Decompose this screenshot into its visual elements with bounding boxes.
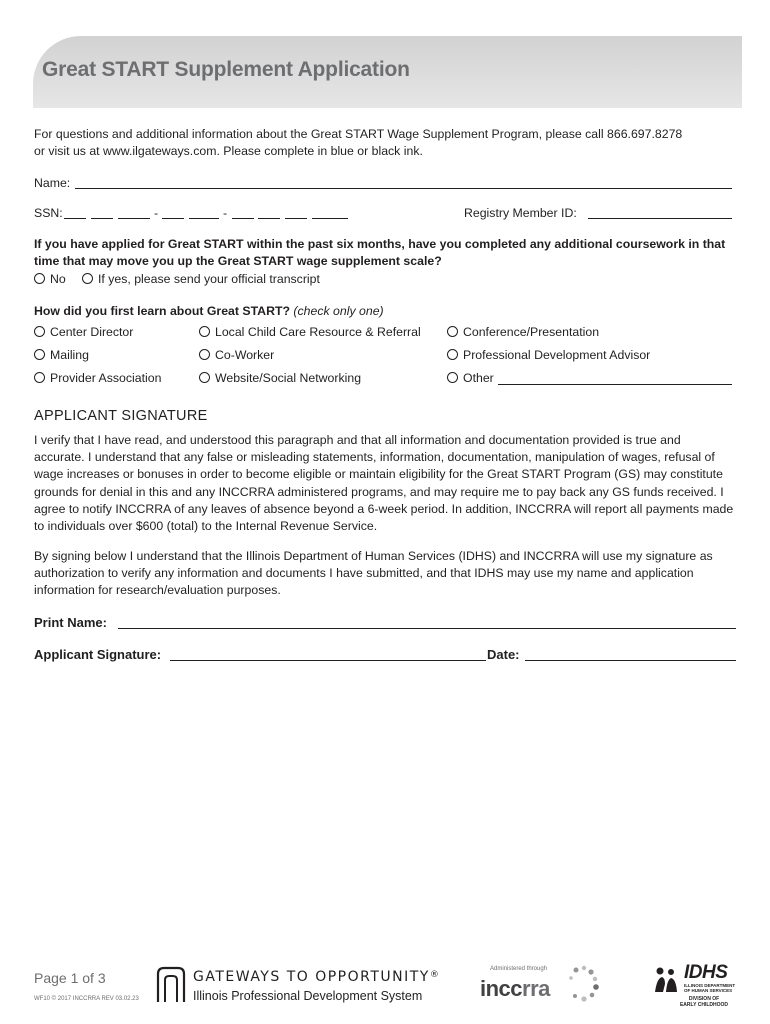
option-pd-advisor[interactable] bbox=[447, 348, 650, 362]
page-title: Great START Supplement Application bbox=[42, 58, 410, 81]
idhs-subtitle-line: ILLINOIS DEPARTMENT bbox=[684, 983, 736, 988]
registered-mark: ® bbox=[429, 970, 441, 980]
radio-circle-icon[interactable] bbox=[199, 326, 210, 337]
gateways-subtitle: Illinois Professional Development System bbox=[193, 989, 423, 1003]
registry-id-field[interactable] bbox=[588, 218, 732, 219]
intro-line-2: or visit us at www.ilgateways.com. Please complete in blue or black ink. bbox=[34, 144, 423, 158]
verify-line: agree to notify INCCRRA of any leaves of absence beyond a 6-week period. In addition, INCCRRA will report all payments made bbox=[34, 501, 734, 516]
ssn-digit-field[interactable] bbox=[64, 218, 86, 219]
division-line: DIVISION OF bbox=[688, 996, 720, 1002]
ssn-digit-field[interactable] bbox=[232, 218, 254, 219]
authorization-line: information for research/evaluation purposes. bbox=[34, 583, 281, 598]
radio-circle-icon[interactable] bbox=[447, 372, 458, 383]
ssn-digit-field[interactable] bbox=[312, 218, 348, 219]
authorization-paragraph bbox=[34, 548, 713, 600]
signature-label: Applicant Signature: bbox=[34, 647, 162, 662]
option-label: Co-Worker bbox=[215, 348, 275, 362]
idhs-subtitle-line: OF HUMAN SERVICES bbox=[684, 988, 733, 993]
gateways-title-text: GATEWAYS TO OPPORTUNITY bbox=[193, 969, 430, 985]
ssn-digit-field[interactable] bbox=[285, 218, 307, 219]
name-label: Name: bbox=[34, 176, 71, 190]
division-label bbox=[666, 996, 742, 1008]
administered-through: Administered through bbox=[490, 966, 548, 972]
inccrra-wordmark: incc bbox=[480, 976, 523, 1001]
option-no-label: No bbox=[50, 272, 66, 286]
verify-line: wage increases or bonuses in order to become eligible or maintain eligibility for the Great START Program (GS) may constitute bbox=[34, 467, 723, 482]
registry-label: Registry Member ID: bbox=[464, 206, 577, 220]
option-yes-label: If yes, please send your official transcript bbox=[98, 272, 320, 286]
inccrra-wordmark-accent: rra bbox=[522, 976, 550, 1001]
radio-circle-icon[interactable] bbox=[34, 349, 45, 360]
radio-circle-icon[interactable] bbox=[199, 372, 210, 383]
option-yes[interactable] bbox=[82, 272, 320, 286]
intro-line-1: For questions and additional information about the Great START Wage Supplement Program, please call 866.697.8278 bbox=[34, 127, 683, 141]
option-other[interactable] bbox=[447, 371, 494, 385]
option-conference[interactable] bbox=[447, 325, 599, 339]
idhs-subtitle bbox=[684, 983, 735, 993]
verify-line: grounds for denial in this and any INCCRRA administered programs, and may require me to pay back any GS funds received. I bbox=[34, 484, 724, 499]
date-label: Date: bbox=[487, 647, 520, 662]
section-heading: APPLICANT SIGNATURE bbox=[34, 408, 208, 424]
authorization-line: authorization to verify any information and documents I have submitted, and that IDHS may use my name and application bbox=[34, 566, 694, 581]
radio-circle-icon[interactable] bbox=[34, 273, 45, 284]
option-no[interactable] bbox=[34, 272, 66, 286]
question-first-learn bbox=[34, 303, 384, 320]
option-local-ccrr[interactable] bbox=[199, 325, 421, 339]
gateways-title bbox=[193, 969, 440, 985]
ssn-digit-field[interactable] bbox=[189, 218, 219, 219]
form-code: WF10 © 2017 INCCRRA REV 03.02.23 bbox=[34, 996, 139, 1002]
option-center-director[interactable] bbox=[34, 325, 133, 339]
ssn-digit-field[interactable] bbox=[162, 218, 184, 219]
radio-circle-icon[interactable] bbox=[199, 349, 210, 360]
question-coursework-line-1: If you have applied for Great START within the past six months, have you completed any additional coursework in that bbox=[34, 237, 726, 251]
name-field[interactable] bbox=[75, 188, 732, 189]
option-label: Professional Development Advisor bbox=[463, 348, 651, 362]
verify-line: accurate. I understand that any false or misleading statements, information, documentation, manipulation of wages, refusal of bbox=[34, 450, 715, 465]
print-name-label: Print Name: bbox=[34, 615, 107, 630]
radio-circle-icon[interactable] bbox=[447, 349, 458, 360]
option-label: Center Director bbox=[50, 325, 134, 339]
division-line: EARLY CHILDHOOD bbox=[679, 1002, 729, 1008]
idhs-wordmark: IDHS bbox=[684, 962, 728, 983]
ssn-label: SSN: bbox=[34, 206, 63, 220]
print-name-field[interactable] bbox=[118, 628, 736, 629]
option-label: Provider Association bbox=[50, 371, 162, 385]
option-mailing[interactable] bbox=[34, 348, 89, 362]
option-co-worker[interactable] bbox=[199, 348, 274, 362]
radio-circle-icon[interactable] bbox=[34, 326, 45, 337]
authorization-line: By signing below I understand that the Illinois Department of Human Services (IDHS) and INCCRRA will use my signature as bbox=[34, 549, 713, 563]
ssn-digit-field[interactable] bbox=[258, 218, 280, 219]
option-label: Mailing bbox=[50, 348, 89, 362]
verify-paragraph bbox=[34, 432, 733, 535]
ssn-digit-field[interactable] bbox=[91, 218, 113, 219]
question-coursework-line-2: time that may move you up the Great START wage supplement scale? bbox=[34, 254, 442, 268]
ssn-digit-field[interactable] bbox=[118, 218, 150, 219]
option-website[interactable] bbox=[199, 371, 361, 385]
ssn-dash: - bbox=[154, 206, 159, 220]
page-number: Page 1 of 3 bbox=[34, 970, 106, 986]
radio-circle-icon[interactable] bbox=[82, 273, 93, 284]
gateways-logo-icon bbox=[156, 966, 186, 1004]
question-first-learn-note: (check only one) bbox=[293, 304, 384, 318]
ssn-dash: - bbox=[223, 206, 228, 220]
question-first-learn-text: How did you first learn about Great START? bbox=[34, 304, 290, 318]
date-field[interactable] bbox=[525, 660, 736, 661]
radio-circle-icon[interactable] bbox=[34, 372, 45, 383]
other-field[interactable] bbox=[498, 384, 732, 385]
option-label: Local Child Care Resource & Referral bbox=[215, 325, 421, 339]
option-provider-association[interactable] bbox=[34, 371, 161, 385]
option-label: Other bbox=[463, 371, 494, 385]
option-label: Website/Social Networking bbox=[215, 371, 362, 385]
inccrra-logo bbox=[480, 976, 550, 1002]
option-label: Conference/Presentation bbox=[463, 325, 600, 339]
inccrra-dots-icon bbox=[566, 964, 602, 1004]
verify-line: I verify that I have read, and understood this paragraph and that all information and documentation provided is true and bbox=[34, 433, 681, 447]
idhs-figure-icon bbox=[653, 966, 679, 994]
verify-line: to individuals over $600 (total) to the Internal Revenue Service. bbox=[34, 519, 378, 534]
signature-field[interactable] bbox=[170, 660, 486, 661]
radio-circle-icon[interactable] bbox=[447, 326, 458, 337]
